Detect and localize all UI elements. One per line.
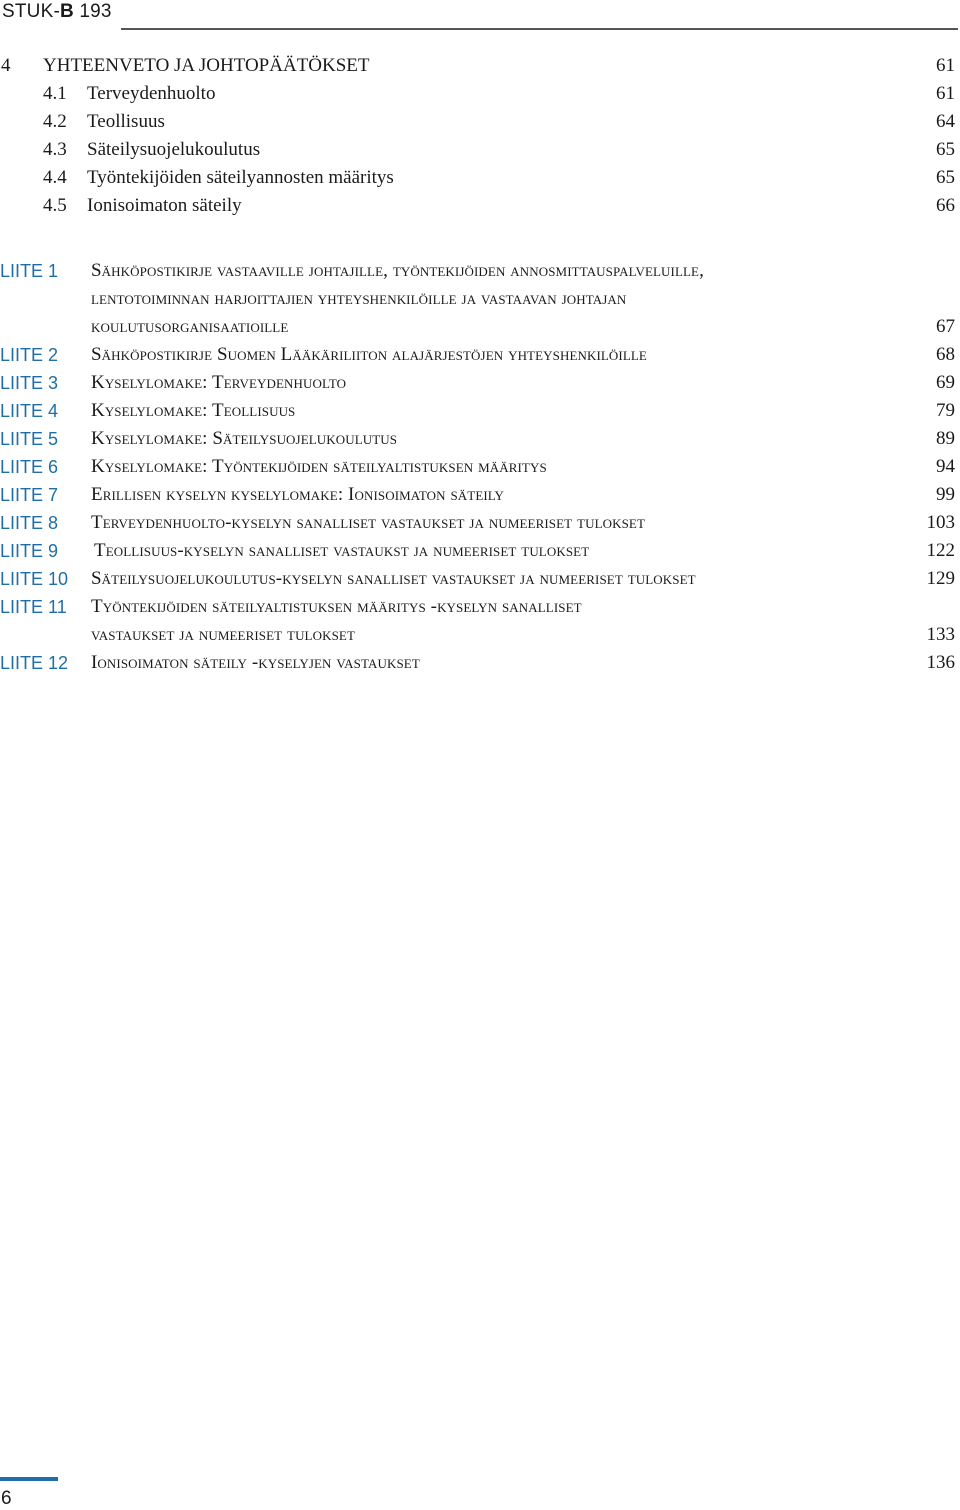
toc-section-row[interactable] xyxy=(0,164,955,192)
appendix-label: LIITE 1 xyxy=(0,261,59,281)
section-title: Säteilysuojelukoulutus xyxy=(87,139,261,160)
toc-appendix-row[interactable] xyxy=(0,257,955,285)
section-page: 65 xyxy=(936,167,955,188)
chapter-page: 61 xyxy=(936,55,955,76)
section-number: 4.3 xyxy=(43,139,67,160)
appendix-label: LIITE 7 xyxy=(0,485,59,505)
appendix-label: LIITE 4 xyxy=(0,401,59,421)
header-rule xyxy=(121,28,958,30)
appendix-title-line: lentotoiminnan harjoittajien yhteyshenkilöille ja vastaavan johtajan xyxy=(91,288,627,309)
appendix-label: LIITE 12 xyxy=(0,653,69,673)
section-number: 4.2 xyxy=(43,111,67,132)
section-number: 4.5 xyxy=(43,195,67,216)
appendix-label: LIITE 8 xyxy=(0,513,59,533)
section-number: 4.1 xyxy=(43,83,67,104)
series-number: 193 xyxy=(73,1,112,22)
toc-appendix-continuation[interactable] xyxy=(0,621,955,649)
section-title: Terveydenhuolto xyxy=(87,83,216,104)
appendix-title-line: Ionisoimaton säteily -kyselyjen vastaukset xyxy=(91,652,420,673)
section-number: 4.4 xyxy=(43,167,67,188)
appendix-page: 67 xyxy=(936,316,955,337)
chapter-title: YHTEENVETO JA JOHTOPÄÄTÖKSET xyxy=(43,55,370,76)
appendix-title-line: Sähköpostikirje Suomen Lääkäriliiton alajärjestöjen yhteyshenkilöille xyxy=(91,344,647,365)
toc-appendix-row[interactable] xyxy=(0,565,955,593)
appendix-title-line: Kyselylomake: Teollisuus xyxy=(91,400,296,421)
appendix-label: LIITE 5 xyxy=(0,429,59,449)
appendix-page: 122 xyxy=(926,540,955,561)
section-title: Työntekijöiden säteilyannosten määritys xyxy=(87,167,394,188)
appendix-title-line: Työntekijöiden säteilyaltistuksen määritys -kyselyn sanalliset xyxy=(91,596,582,617)
appendix-title-line: koulutusorganisaatioille xyxy=(91,316,289,337)
appendix-label: LIITE 9 xyxy=(0,541,59,561)
toc-section-row[interactable] xyxy=(0,80,955,108)
appendix-title-line: Kyselylomake: Työntekijöiden säteilyaltistuksen määritys xyxy=(91,456,547,477)
appendix-title-line: Säteilysuojelukoulutus-kyselyn sanalliset vastaukset ja numeeriset tulokset xyxy=(91,568,696,589)
appendix-page: 89 xyxy=(936,428,955,449)
appendix-page: 69 xyxy=(936,372,955,393)
series-prefix: STUK- xyxy=(2,1,60,22)
running-header xyxy=(0,0,960,30)
section-page: 61 xyxy=(936,83,955,104)
toc-appendix-row[interactable] xyxy=(0,425,955,453)
appendix-page: 68 xyxy=(936,344,955,365)
toc-appendix-row[interactable] xyxy=(0,453,955,481)
appendix-label: LIITE 3 xyxy=(0,373,59,393)
appendix-title-line: Erillisen kyselyn kyselylomake: Ionisoimaton säteily xyxy=(91,484,505,505)
toc-section-row[interactable] xyxy=(0,136,955,164)
series-letter: B xyxy=(60,1,74,22)
appendix-title-line: Terveydenhuolto-kyselyn sanalliset vastaukset ja numeeriset tulokset xyxy=(91,512,646,533)
appendix-title-line: Kyselylomake: Säteilysuojelukoulutus xyxy=(91,428,398,449)
section-page: 65 xyxy=(936,139,955,160)
toc-appendix-continuation[interactable] xyxy=(0,285,955,313)
toc-appendix-row[interactable] xyxy=(0,369,955,397)
toc-appendix-row[interactable] xyxy=(0,509,955,537)
footer-page-number: 6 xyxy=(1,1488,12,1509)
toc-section-row[interactable] xyxy=(0,192,955,220)
toc-appendix-row[interactable] xyxy=(0,649,955,677)
appendix-title-line: Kyselylomake: Terveydenhuolto xyxy=(91,372,347,393)
series-label xyxy=(2,1,112,23)
toc-appendix-row[interactable] xyxy=(0,397,955,425)
appendix-title-line: Sähköpostikirje vastaaville johtajille, työntekijöiden annosmittauspalveluille, xyxy=(91,260,704,281)
toc-appendix-row[interactable] xyxy=(0,481,955,509)
section-title: Teollisuus xyxy=(87,111,165,132)
appendix-page: 136 xyxy=(926,652,955,673)
section-page: 64 xyxy=(936,111,955,132)
appendix-label: LIITE 2 xyxy=(0,345,59,365)
appendix-page: 129 xyxy=(926,568,955,589)
chapter-number: 4 xyxy=(1,55,11,76)
toc-section-row[interactable] xyxy=(0,108,955,136)
toc-appendix-row[interactable] xyxy=(0,593,955,621)
appendix-title-line: vastaukset ja numeeriset tulokset xyxy=(91,624,355,645)
appendix-label: LIITE 11 xyxy=(0,597,67,617)
toc-appendix-row[interactable] xyxy=(0,537,955,565)
appendix-label: LIITE 10 xyxy=(0,569,69,589)
appendix-page: 99 xyxy=(936,484,955,505)
toc-appendix-continuation[interactable] xyxy=(0,313,955,341)
appendix-page: 94 xyxy=(936,456,955,477)
appendix-label: LIITE 6 xyxy=(0,457,59,477)
appendix-title-line: Teollisuus-kyselyn sanalliset vastaukst ja numeeriset tulokset xyxy=(94,540,590,561)
section-page: 66 xyxy=(936,195,955,216)
toc-chapter-row[interactable] xyxy=(0,52,955,80)
footer-rule xyxy=(0,1477,58,1481)
appendix-page: 79 xyxy=(936,400,955,421)
appendix-page: 103 xyxy=(926,512,955,533)
section-title: Ionisoimaton säteily xyxy=(87,195,242,216)
toc-appendix-row[interactable] xyxy=(0,341,955,369)
appendix-page: 133 xyxy=(926,624,955,645)
